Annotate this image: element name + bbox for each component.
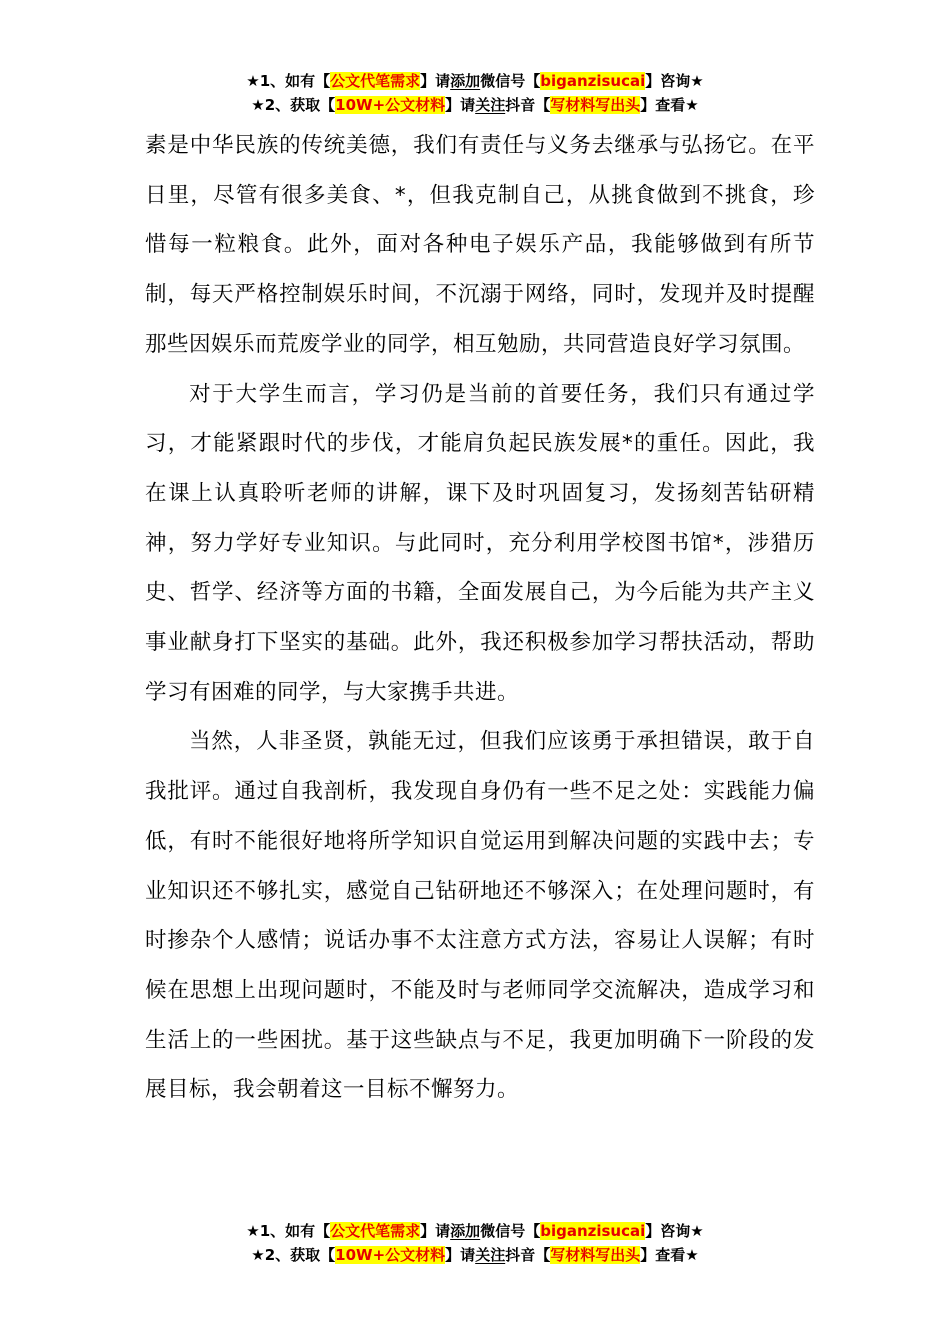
footer-line-1-highlight-1: 公文代笔需求 xyxy=(330,1222,421,1240)
footer-line-2-mid-1: 】请 xyxy=(445,1246,476,1264)
star-icon: ★ xyxy=(251,1246,265,1264)
footer-line-1-highlight-2: biganzisucai xyxy=(540,1222,646,1240)
header-line-1-mid-1: 】请 xyxy=(420,72,451,90)
header-line-1-prefix: 1、如有【 xyxy=(259,72,331,90)
header-line-2-suffix: 】查看 xyxy=(640,96,686,114)
header-line-1 xyxy=(0,69,950,93)
header-line-2-highlight-1: 10W+公文材料 xyxy=(335,96,446,114)
header-line-1-suffix: 】咨询 xyxy=(645,72,691,90)
star-icon: ★ xyxy=(246,1222,260,1240)
header-line-2-highlight-2: 写材料写出头 xyxy=(550,96,641,114)
star-icon: ★ xyxy=(685,96,699,114)
footer-line-2-highlight-2: 写材料写出头 xyxy=(550,1246,641,1264)
header-line-1-emphasis: 添加 xyxy=(450,72,481,90)
header-line-2-prefix: 2、获取【 xyxy=(264,96,336,114)
header-banner xyxy=(0,69,950,117)
footer-line-2-emphasis: 关注 xyxy=(475,1246,506,1264)
footer-line-1-suffix: 】咨询 xyxy=(645,1222,691,1240)
paragraph-1: 素是中华民族的传统美德，我们有责任与义务去继承与弘扬它。在平日里，尽管有很多美食、*，但我克制自己，从挑食做到不挑食，珍惜每一粒粮食。此外，面对各种电子娱乐产品，我能够做到有所节制，每天严格控制娱乐时间，不沉溺于网络，同时，发现并及时提醒那些因娱乐而荒废学业的同学，相互勉励，共同营造良好学习氛围。 xyxy=(145,133,815,357)
star-icon: ★ xyxy=(690,1222,704,1240)
star-icon: ★ xyxy=(690,72,704,90)
header-line-2-emphasis: 关注 xyxy=(475,96,506,114)
document-body xyxy=(145,121,815,1115)
footer-line-2-highlight-1: 10W+公文材料 xyxy=(335,1246,446,1264)
footer-line-2 xyxy=(0,1243,950,1267)
star-icon: ★ xyxy=(246,72,260,90)
header-line-1-highlight-1: 公文代笔需求 xyxy=(330,72,421,90)
footer-banner xyxy=(0,1219,950,1267)
paragraph-3: 当然，人非圣贤，孰能无过，但我们应该勇于承担错误，敢于自我批评。通过自我剖析，我发现自身仍有一些不足之处：实践能力偏低，有时不能很好地将所学知识自觉运用到解决问题的实践中去；专业知识还不够扎实，感觉自己钻研地还不够深入；在处理问题时，有时掺杂个人感情；说话办事不太注意方式方法，容易让人误解；有时候在思想上出现问题时，不能及时与老师同学交流解决，造成学习和生活上的一些困扰。基于这些缺点与不足，我更加明确下一阶段的发展目标，我会朝着这一目标不懈努力。 xyxy=(145,729,815,1103)
header-line-1-mid-2: 微信号【 xyxy=(480,72,541,90)
footer-line-2-prefix: 2、获取【 xyxy=(264,1246,336,1264)
footer-line-1-mid-2: 微信号【 xyxy=(480,1222,541,1240)
header-line-1-highlight-2: biganzisucai xyxy=(540,72,646,90)
footer-line-1-mid-1: 】请 xyxy=(420,1222,451,1240)
footer-line-1-prefix: 1、如有【 xyxy=(259,1222,331,1240)
star-icon: ★ xyxy=(251,96,265,114)
star-icon: ★ xyxy=(685,1246,699,1264)
header-line-2-mid-1: 】请 xyxy=(445,96,476,114)
header-line-2 xyxy=(0,93,950,117)
footer-line-2-mid-2: 抖音【 xyxy=(505,1246,551,1264)
header-line-2-mid-2: 抖音【 xyxy=(505,96,551,114)
footer-line-1-emphasis: 添加 xyxy=(450,1222,481,1240)
footer-line-2-suffix: 】查看 xyxy=(640,1246,686,1264)
footer-line-1 xyxy=(0,1219,950,1243)
paragraph-2: 对于大学生而言，学习仍是当前的首要任务，我们只有通过学习，才能紧跟时代的步伐，才能肩负起民族发展*的重任。因此，我在课上认真聆听老师的讲解，课下及时巩固复习，发扬刻苦钻研精神，努力学好专业知识。与此同时，充分利用学校图书馆*，涉猎历史、哲学、经济等方面的书籍，全面发展自己，为今后能为共产主义事业献身打下坚实的基础。此外，我还积极参加学习帮扶活动，帮助学习有困难的同学，与大家携手共进。 xyxy=(145,381,815,705)
